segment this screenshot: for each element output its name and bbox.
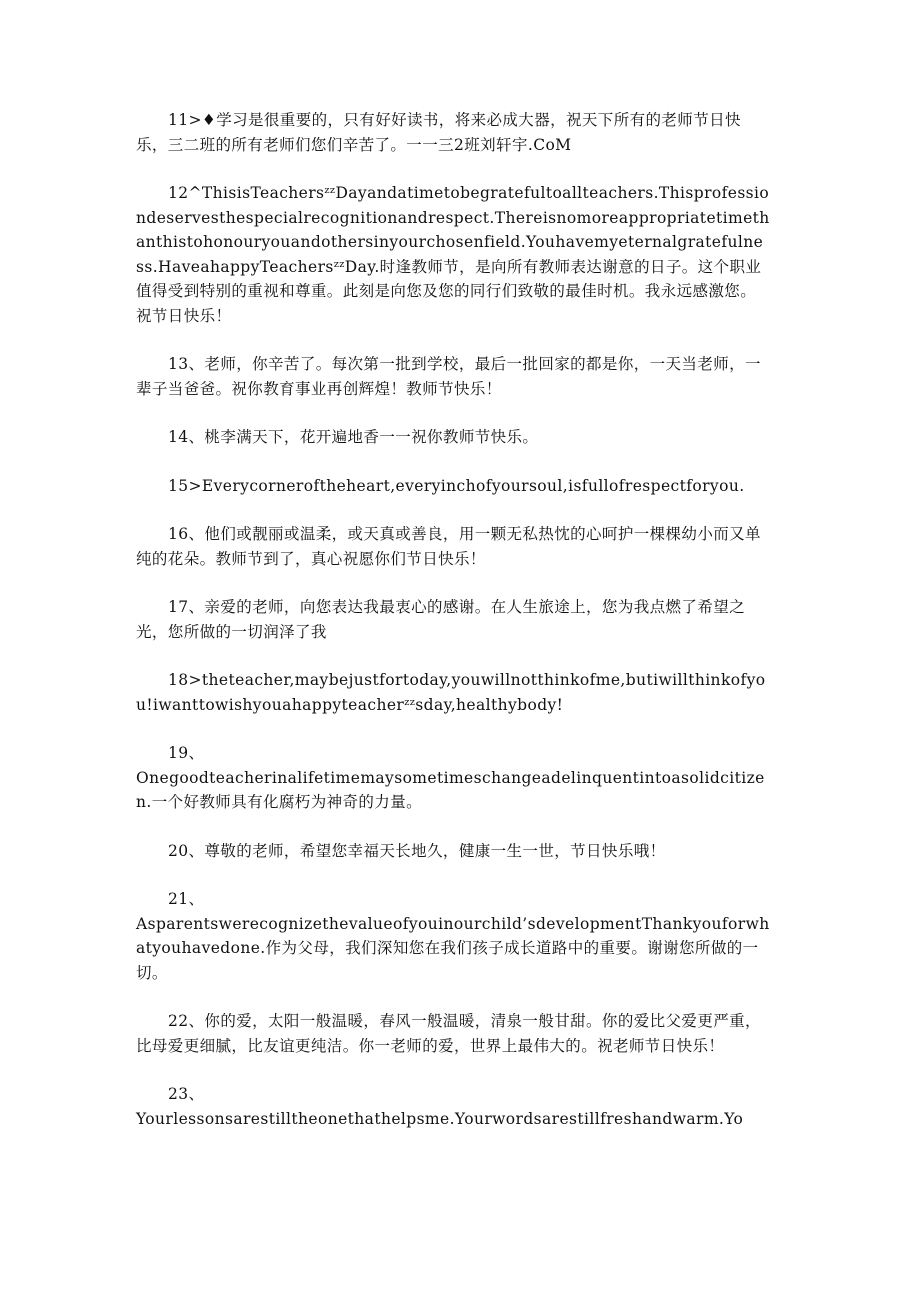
paragraph-15: 15>Everycorneroftheheart,everyinchofyoursoul,isfullofrespectforyou.	[168, 476, 745, 495]
paragraph-11: 11>♦学习是很重要的，只有好好读书，将来必成大器，祝天下所有的老师节日快乐，三二班的所有老师们您们辛苦了。一一三2班刘轩宇.CoM	[136, 111, 741, 154]
paragraph-13: 13、老师，你辛苦了。每次第一批到学校，最后一批回家的都是你，一天当老师，一辈子当爸爸。祝你教育事业再创辉煌！教师节快乐！	[136, 355, 761, 398]
paragraph-19-body: Onegoodteacherinalifetimemaysometimeschangeadelinquentintoasolidcitizen.一个好教师具有化腐朽为神奇的力量。	[136, 768, 765, 811]
paragraph-20: 20、尊敬的老师，希望您幸福天长地久，健康一生一世，节日快乐哦！	[168, 841, 666, 860]
paragraph-21	[136, 887, 770, 985]
paragraph-23-number: 23、	[168, 1085, 205, 1103]
paragraph-18: 18>theteacher,maybejustfortoday,youwillnotthinkofme,butiwillthinkofyou!iwanttowishyouahappyteacherᶻᶻsday,healthybody!	[136, 671, 766, 714]
paragraph-19	[136, 741, 770, 815]
paragraph-23-body: Yourlessonsarestilltheonethathelpsme.Yourwordsarestillfreshandwarm.Yo	[136, 1109, 744, 1128]
paragraph-17: 17、亲爱的老师，向您表达我最衷心的感谢。在人生旅途上，您为我点燃了希望之光，您所做的一切润泽了我	[136, 598, 746, 641]
paragraph-22: 22、你的爱，太阳一般温暖，春风一般温暖，清泉一般甘甜。你的爱比父爱更严重，比母爱更细腻，比友谊更纯洁。你一老师的爱，世界上最伟大的。祝老师节日快乐！	[136, 1012, 761, 1055]
paragraph-23	[136, 1082, 770, 1131]
paragraph-14: 14、桃李满天下，花开遍地香一一祝你教师节快乐。	[168, 428, 539, 446]
paragraph-12: 12^ThisisTeachersᶻᶻDayandatimetobegratefultoallteachers.Thisprofessiondeservesthespecialrecognitionandrespect.Thereisnomoreappropriatetimethanthistohonouryouandothersinyourchosenfield.Youhavemyeternalgratefulness.HaveahappyTeachersᶻᶻDay.时逢教师节，是向所有教师表达谢意的日子。这个职业值得受到特别的重视和尊重。此刻是向您及您的同行们致敬的最佳时机。我永远感激您。祝节日快乐！	[136, 184, 770, 325]
document-page	[136, 108, 770, 1155]
paragraph-19-number: 19、	[168, 744, 205, 762]
paragraph-16: 16、他们或靓丽或温柔，或天真或善良，用一颗无私热忱的心呵护一棵棵幼小而又单纯的花朵。教师节到了，真心祝愿你们节日快乐！	[136, 525, 761, 568]
paragraph-21-number: 21、	[168, 890, 205, 908]
paragraph-21-body: Asparentswerecognizethevalueofyouinourchild’sdevelopmentThankyouforwhatyouhavedone.作为父母，我们深知您在我们孩子成长道路中的重要。谢谢您所做的一切。	[136, 914, 770, 982]
